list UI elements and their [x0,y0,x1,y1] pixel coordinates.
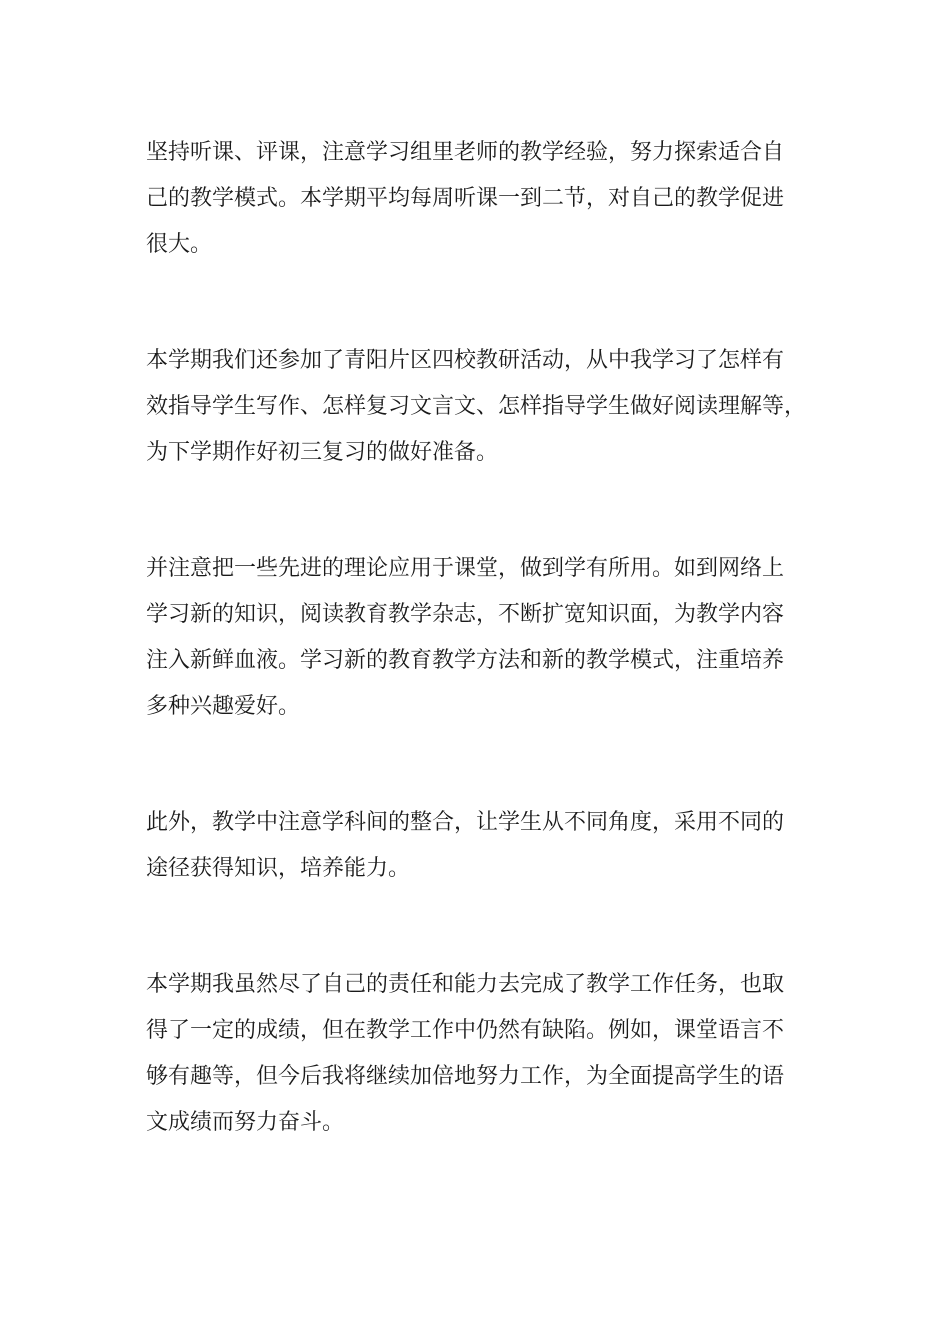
paragraph-2 [146,338,816,476]
paragraph-line: 够有趣等，但今后我将继续加倍地努力工作，为全面提高学生的语 [146,1064,785,1089]
paragraph-4 [146,800,816,892]
paragraph-3 [146,546,816,730]
paragraph-line: 途径获得知识，培养能力。 [146,856,411,881]
paragraph-line: 并注意把一些先进的理论应用于课堂，做到学有所用。如到网络上 [146,556,785,581]
paragraph-line: 很大。 [146,232,213,257]
paragraph-line: 为下学期作好初三复习的做好准备。 [146,440,499,465]
paragraph-line: 效指导学生写作、怎样复习文言文、怎样指导学生做好阅读理解等， [146,394,807,419]
paragraph-line: 文成绩而努力奋斗。 [146,1110,345,1135]
paragraph-line: 学习新的知识，阅读教育教学杂志，不断扩宽知识面，为教学内容 [146,602,785,627]
paragraph-line: 己的教学模式。本学期平均每周听课一到二节，对自己的教学促进 [146,186,785,211]
paragraph-line: 注入新鲜血液。学习新的教育教学方法和新的教学模式，注重培养 [146,648,785,673]
paragraph-5 [146,962,816,1146]
paragraph-line: 本学期我们还参加了青阳片区四校教研活动，从中我学习了怎样有 [146,348,785,373]
paragraph-line: 本学期我虽然尽了自己的责任和能力去完成了教学工作任务，也取 [146,972,785,997]
paragraph-line: 多种兴趣爱好。 [146,694,301,719]
document-body [146,130,816,1216]
paragraph-line: 坚持听课、评课，注意学习组里老师的教学经验，努力探索适合自 [146,140,785,165]
paragraph-1 [146,130,816,268]
paragraph-line: 得了一定的成绩，但在教学工作中仍然有缺陷。例如，课堂语言不 [146,1018,785,1043]
paragraph-line: 此外，教学中注意学科间的整合，让学生从不同角度，采用不同的 [146,810,785,835]
